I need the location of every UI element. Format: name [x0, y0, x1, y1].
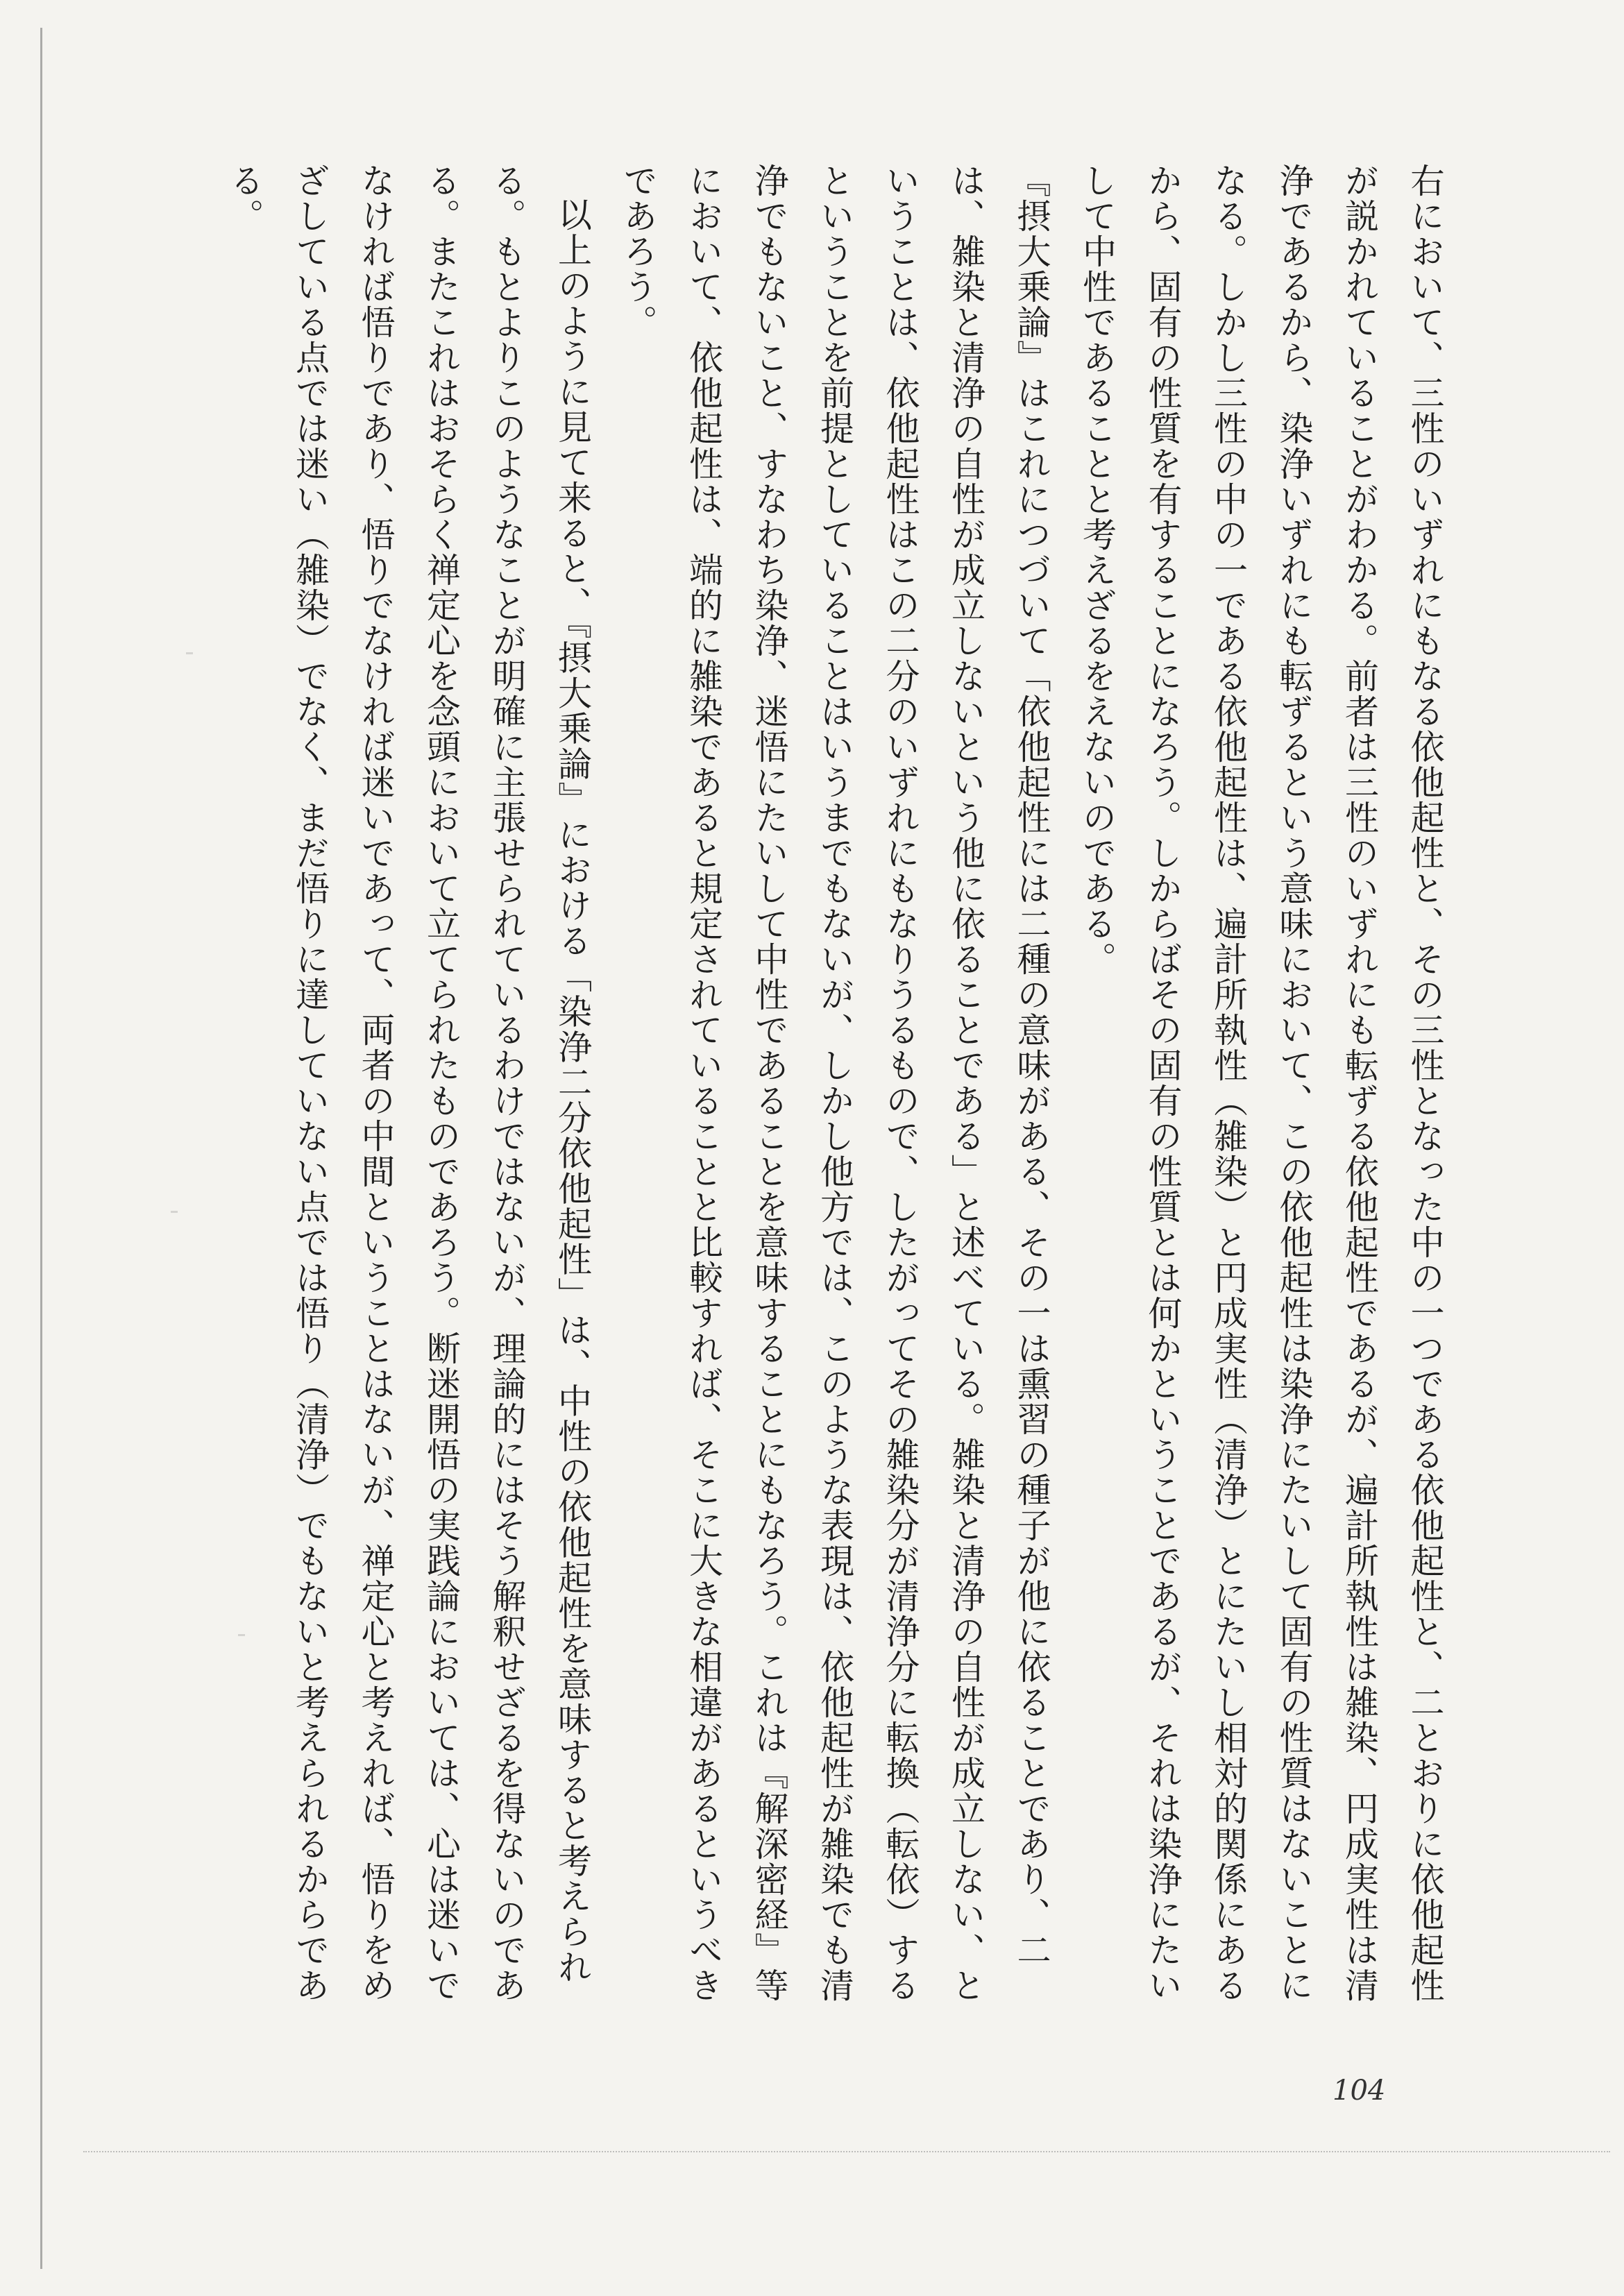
paragraph-2: 『摂大乗論』はこれにつづいて「依他起性には二種の意味がある、その一は熏習の種子が他に依ることであり、二は、雑染と清浄の自性が成立しないという他に依ることである」と述べている。雑染と清浄の自性が成立しない、ということは、依他起性はこの二分のいずれにもなりうるもので、したがってその雑染分が清浄分に転換（転依）するということを前提としていることはいうまでもないが、しかし他方では、このような表現は、依他起性が雑染でも清浄でもないこと、すなわち染浄、迷悟にたいして中性であることを意味することにもなろう。これは『解深密経』等において、依他起性は、端的に雑染であると規定されていることと比較すれば、そこに大きな相違があるというべきであろう。 — [618, 163, 1051, 2003]
page-number: 104 — [1333, 2075, 1386, 2107]
bottom-rule — [83, 2151, 1610, 2152]
paragraph-3: 以上のように見て来ると、『摂大乗論』における「染浄二分依他起性」は、中性の依他起性を意味すると考えられる。もとよりこのようなことが明確に主張せられているわけではないが、理論的にはそう解釈せざるを得ないのである。またこれはおそらく禅定心を念頭において立てられたものであろう。断迷開悟の実践論においては、心は迷いでなければ悟りであり、悟りでなければ迷いであって、両者の中間ということはないが、禅定心と考えれば、悟りをめざしている点では迷い（雑染）でなく、まだ悟りに達していない点では悟り（清浄）でもないと考えられるからである。 — [225, 163, 593, 2003]
scan-speck — [186, 652, 193, 654]
scan-speck — [171, 1211, 178, 1213]
paragraph-1: 右において、三性のいずれにもなる依他起性と、その三性となった中の一つである依他起性と、二とおりに依他起性が説かれていることがわかる。前者は三性のいずれにも転ずる依他起性であるが、遍計所執性は雑染、円成実性は清浄であるから、染浄いずれにも転ずるという意味において、この依他起性は染浄にたいして固有の性質はないことになる。しかし三性の中の一である依他起性は、遍計所執性（雑染）と円成実性（清浄）とにたいし相対的関係にあるから、固有の性質を有することになろう。しからばその固有の性質とは何かということであるが、それは染浄にたいして中性であることと考えざるをえないのである。 — [1077, 163, 1445, 2003]
vertical-text-block — [212, 163, 1458, 2036]
binding-line — [40, 28, 42, 2269]
